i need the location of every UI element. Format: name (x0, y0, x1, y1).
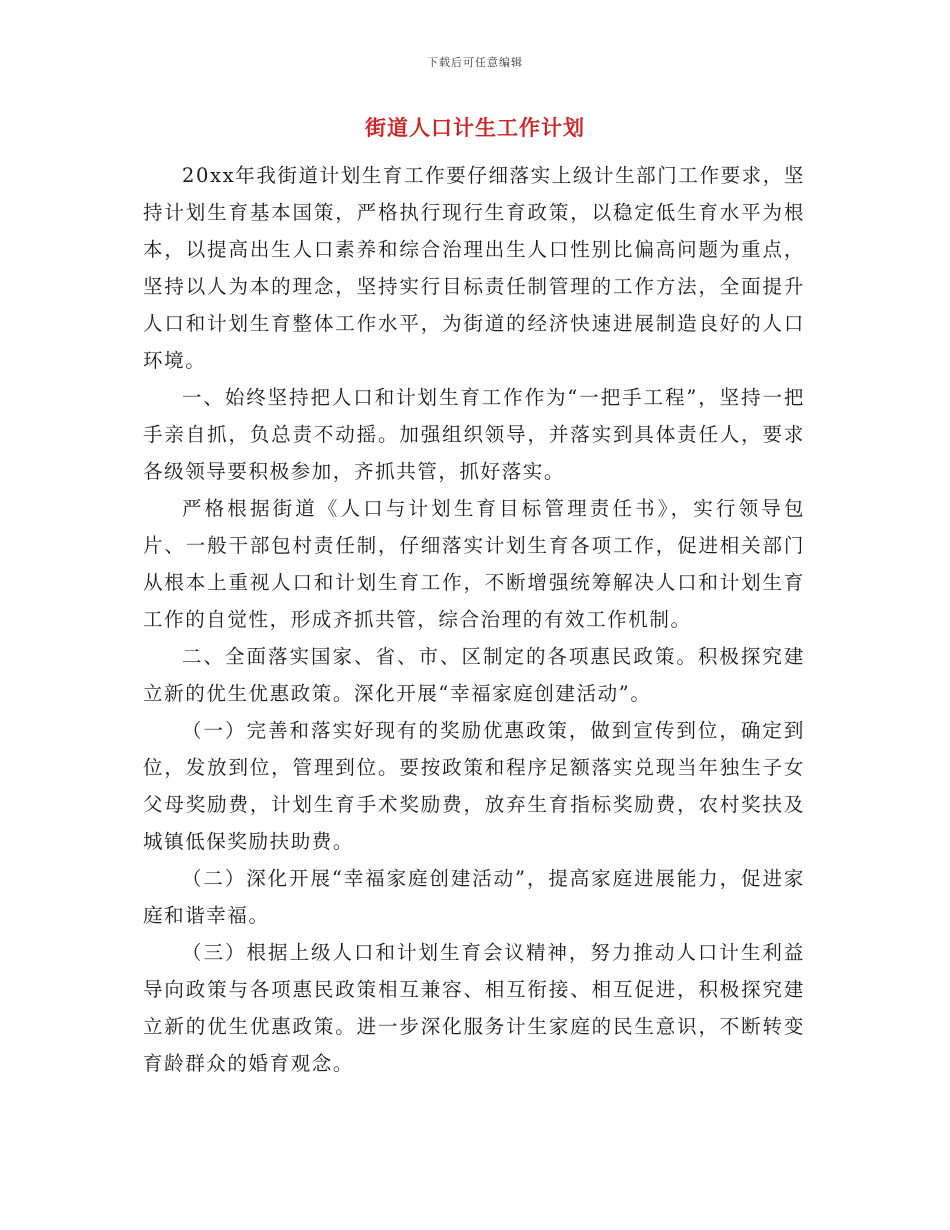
paragraph-section-2: 二、全面落实国家、省、市、区制定的各项惠民政策。积极探究建立新的优生优惠政策。深化开展“幸福家庭创建活动”。 (143, 645, 805, 705)
paragraph-intro: 20xx年我街道计划生育工作要仔细落实上级计生部门工作要求，坚持计划生育基本国策，严格执行现行生育政策，以稳定低生育水平为根本，以提高出生人口素养和综合治理出生人口性别比偏高问题为重点，坚持以人为本的理念，坚持实行目标责任制管理的工作方法，全面提升人口和计划生育整体工作水平，为街道的经济快速进展制造良好的人口环境。 (143, 164, 805, 372)
paragraph-responsibility: 严格根据街道《人口与计划生育目标管理责任书》，实行领导包片、一般干部包村责任制，仔细落实计划生育各项工作，促进相关部门从根本上重视人口和计划生育工作，不断增强统筹解决人口和计划生育工作的自觉性，形成齐抓共管，综合治理的有效工作机制。 (143, 497, 805, 631)
paragraph-section-1: 一、始终坚持把人口和计划生育工作作为“一把手工程”，坚持一把手亲自抓，负总责不动摇。加强组织领导，并落实到具体责任人，要求各级领导要积极参加，齐抓共管，抓好落实。 (143, 386, 805, 483)
paragraph-item-1: （一）完善和落实好现有的奖励优惠政策，做到宣传到位，确定到位，发放到位，管理到位。要按政策和程序足额落实兑现当年独生子女父母奖励费，计划生育手术奖励费，放弃生育指标奖励费，农村奖扶及城镇低保奖励扶助费。 (143, 719, 805, 853)
document-title: 街道人口计生工作计划 (365, 115, 585, 140)
paragraph-item-3: （三）根据上级人口和计划生育会议精神，努力推动人口计生利益导向政策与各项惠民政策相互兼容、相互衔接、相互促进，积极探究建立新的优生优惠政策。进一步深化服务计生家庭的民生意识，不断转变育龄群众的婚育观念。 (143, 941, 805, 1075)
document-body (143, 157, 805, 1082)
paragraph-item-2: （二）深化开展“幸福家庭创建活动”，提高家庭进展能力，促进家庭和谐幸福。 (143, 867, 805, 927)
header-note: 下载后可任意编辑 (427, 56, 523, 69)
